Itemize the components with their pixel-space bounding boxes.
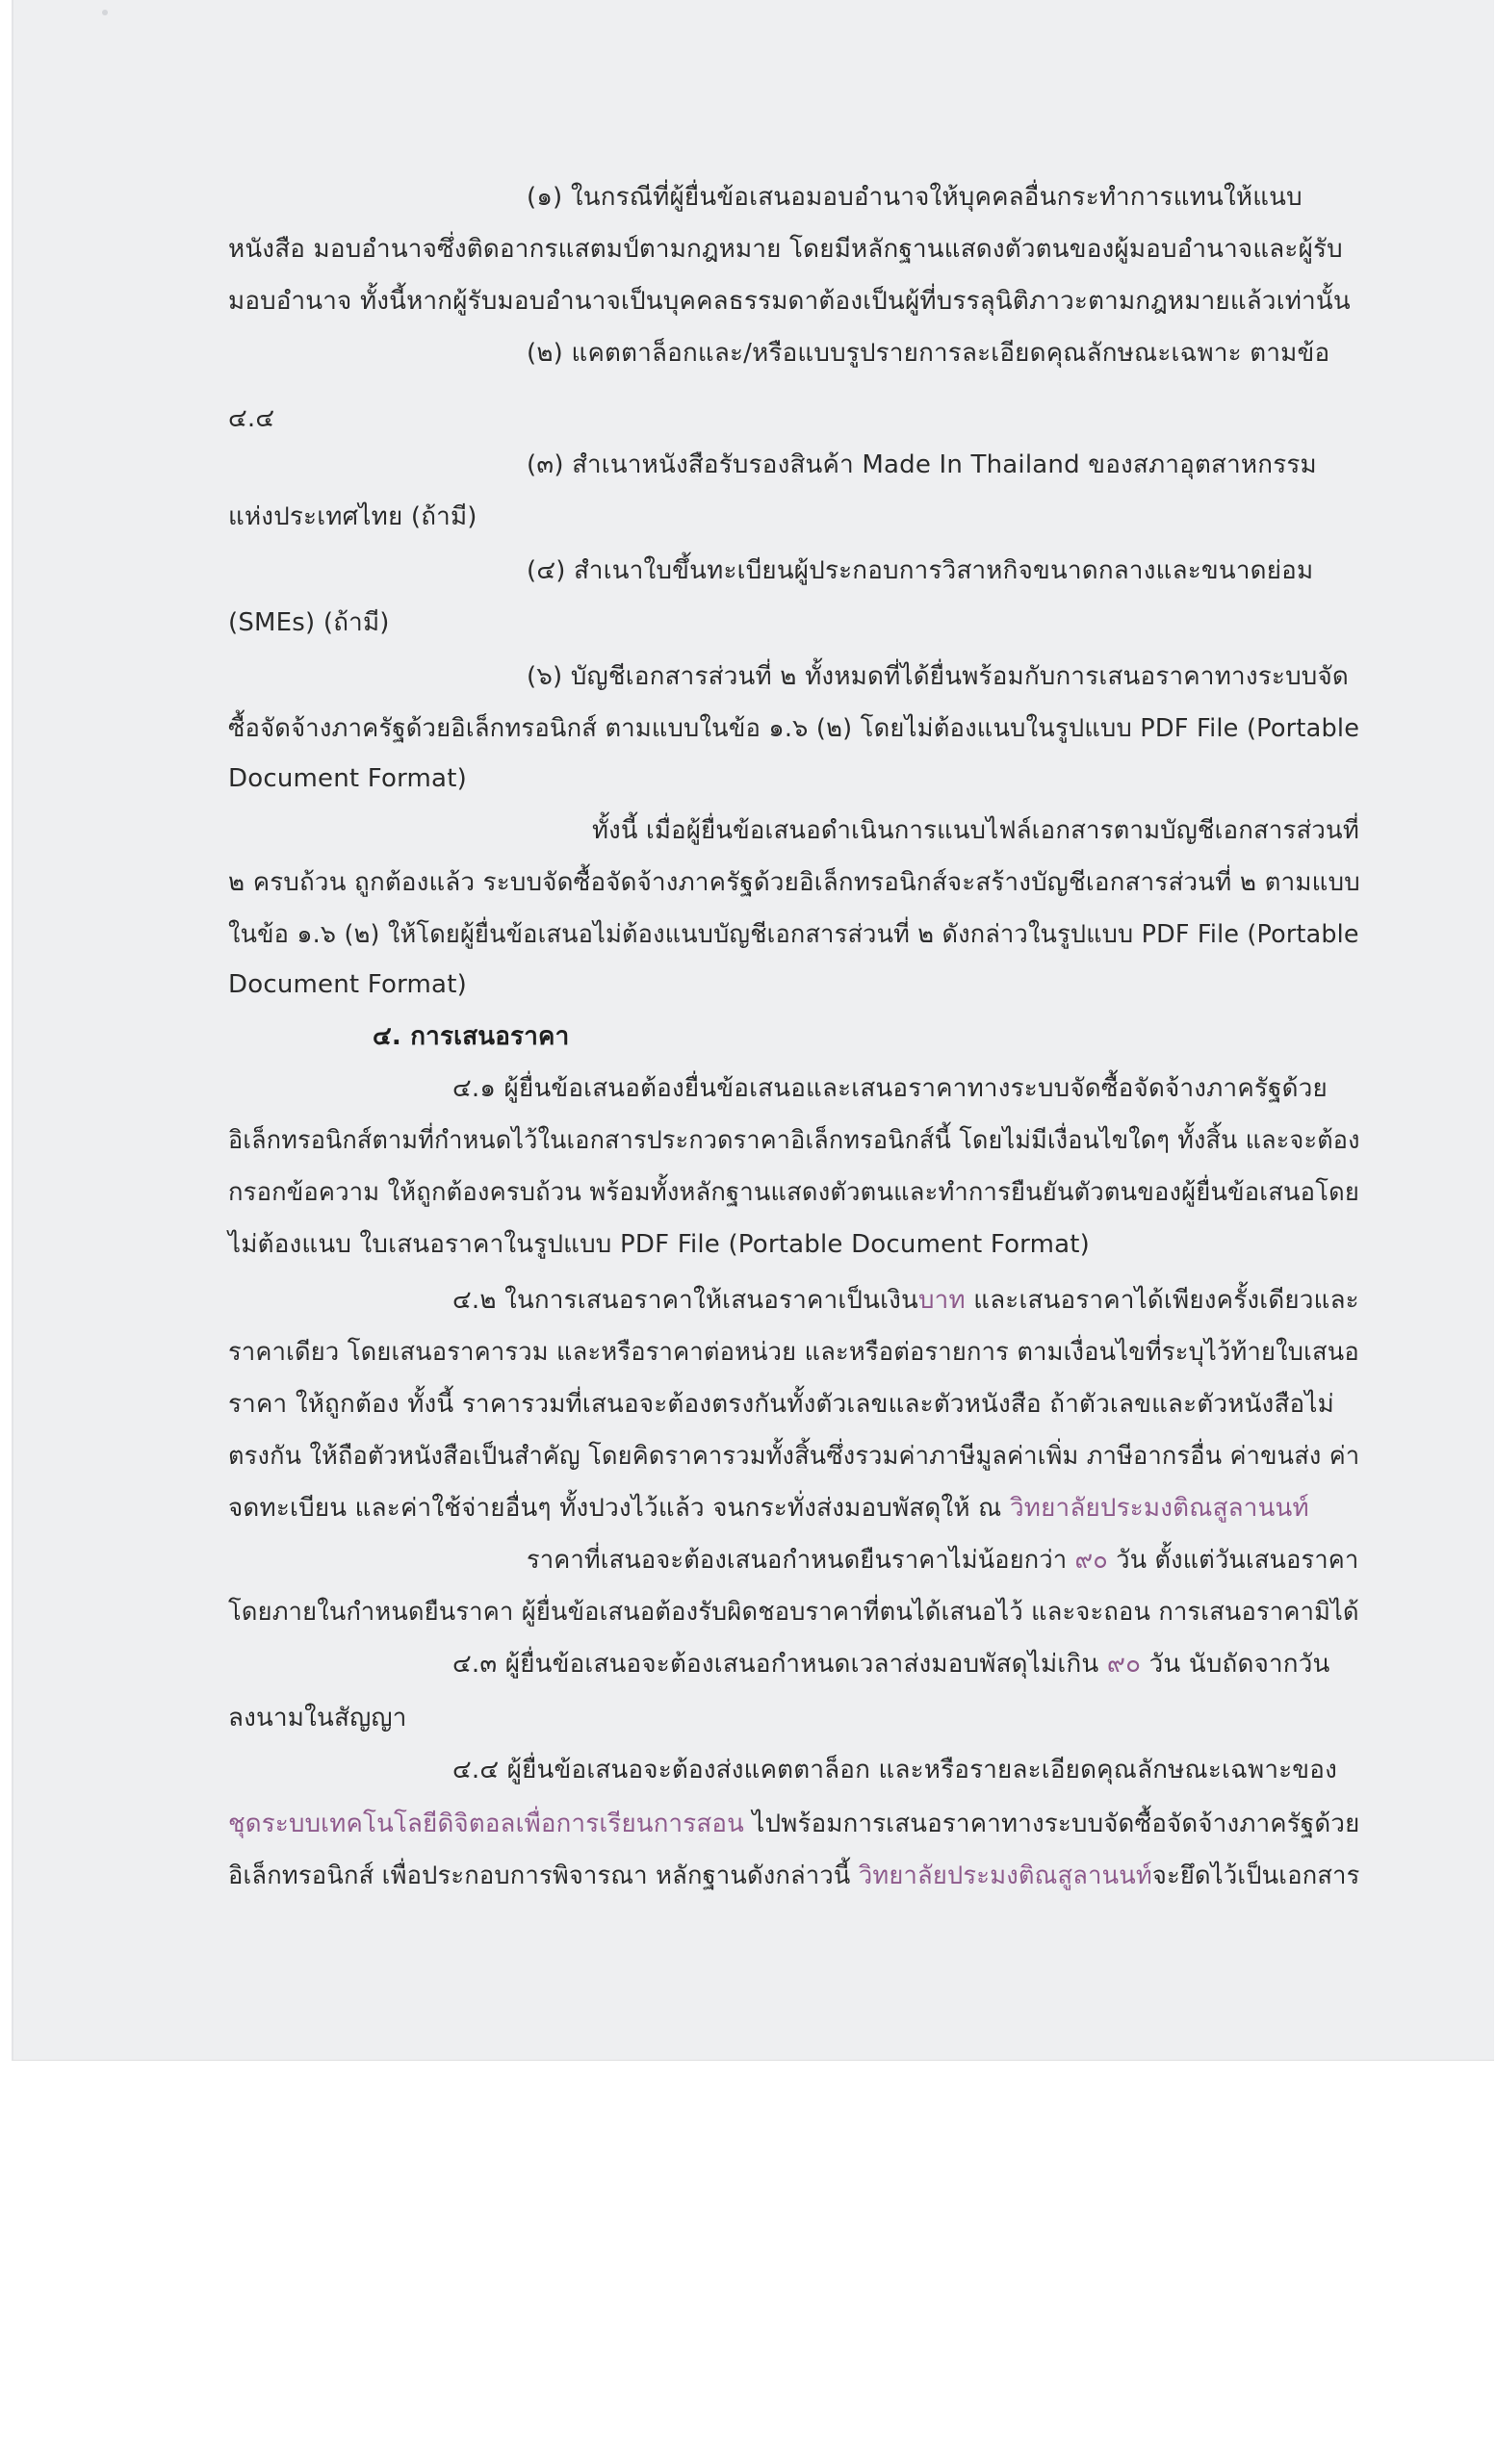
note-line-3: ในข้อ ๑.๖ (๒) ให้โดยผู้ยื่นข้อเสนอไม่ต้องแนบบัญชีเอกสารส่วนที่ ๒ ดังกล่าวในรูปแบบ PDF File (Portable	[228, 920, 1359, 949]
item-4-4-line-3-text-a: อิเล็กทรอนิกส์ เพื่อประกอบการพิจารณา หลักฐานดังกล่าวนี้	[228, 1861, 859, 1890]
item-4-2-line-5-text: จดทะเบียน และค่าใช้จ่ายอื่นๆ ทั้งปวงไว้แล้ว จนกระทั่งส่งมอบพัสดุให้ ณ	[228, 1494, 1010, 1523]
clause-4-line-1: (๔) สำเนาใบขึ้นทะเบียนผู้ประกอบการวิสาหกิจขนาดกลางและขนาดย่อม	[527, 556, 1314, 585]
item-4-4-line-2	[228, 1810, 1359, 1838]
item-4-2-line-1	[452, 1286, 1359, 1315]
scanned-page	[12, 0, 1494, 2061]
price-validity-text-c: วัน ตั้งแต่วันเสนอราคา	[1107, 1546, 1359, 1575]
item-4-4-line-2-text: ไปพร้อมการเสนอราคาทางระบบจัดซื้อจัดจ้างภาครัฐด้วย	[743, 1810, 1360, 1838]
item-4-3-line-1	[452, 1650, 1330, 1679]
note-line-2: ๒ ครบถ้วน ถูกต้องแล้ว ระบบจัดซื้อจัดจ้างภาครัฐด้วยอิเล็กทรอนิกส์จะสร้างบัญชีเอกสารส่วนที่ ๒ ตามแบบ	[228, 868, 1360, 897]
clause-4-line-2: (SMEs) (ถ้ามี)	[228, 608, 390, 637]
note-line-1: ทั้งนี้ เมื่อผู้ยื่นข้อเสนอดำเนินการแนบไฟล์เอกสารตามบัญชีเอกสารส่วนที่	[592, 816, 1359, 845]
item-4-1-line-2: อิเล็กทรอนิกส์ตามที่กำหนดไว้ในเอกสารประกวดราคาอิเล็กทรอนิกส์นี้ โดยไม่มีเงื่อนไขใดๆ ทั้งสิ้น และจะต้อง	[228, 1126, 1360, 1155]
clause-6-line-1: (๖) บัญชีเอกสารส่วนที่ ๒ ทั้งหมดที่ได้ยื่นพร้อมกับการเสนอราคาทางระบบจัด	[527, 662, 1349, 691]
item-4-1-line-3: กรอกข้อความ ให้ถูกต้องครบถ้วน พร้อมทั้งหลักฐานแสดงตัวตนและทำการยืนยันตัวตนของผู้ยื่นข้อเสนอโดย	[228, 1178, 1360, 1207]
item-4-2-line-3: ราคา ให้ถูกต้อง ทั้งนี้ ราคารวมที่เสนอจะต้องตรงกันทั้งตัวเลขและตัวหนังสือ ถ้าตัวเลขและตัวหนังสือไม่	[228, 1390, 1334, 1419]
product-name-highlight: ชุดระบบเทคโนโลยีดิจิตอลเพื่อการเรียนการสอน	[228, 1810, 744, 1838]
item-4-3-text-a: ๔.๓ ผู้ยื่นข้อเสนอจะต้องเสนอกำหนดเวลาส่งมอบพัสดุไม่เกิน	[452, 1650, 1107, 1679]
clause-1-line-1: (๑) ในกรณีที่ผู้ยื่นข้อเสนอมอบอำนาจให้บุคคลอื่นกระทำการแทนให้แนบ	[527, 183, 1303, 212]
item-4-2-text-c: และเสนอราคาได้เพียงครั้งเดียวและ	[965, 1286, 1359, 1315]
clause-3-line-2: แห่งประเทศไทย (ถ้ามี)	[228, 502, 477, 531]
currency-highlight: บาท	[917, 1286, 966, 1315]
delivery-days-highlight: ๙๐	[1106, 1650, 1142, 1679]
clause-6-line-2: ซื้อจัดจ้างภาครัฐด้วยอิเล็กทรอนิกส์ ตามแบบในข้อ ๑.๖ (๒) โดยไม่ต้องแนบในรูปแบบ PDF File (Portable	[228, 714, 1360, 743]
price-validity-line-1	[527, 1546, 1358, 1575]
clause-1-line-3: มอบอำนาจ ทั้งนี้หากผู้รับมอบอำนาจเป็นบุคคลธรรมดาต้องเป็นผู้ที่บรรลุนิติภาวะตามกฎหมายแล้วเท่านั้น	[228, 287, 1351, 316]
clause-2-line-2: ๔.๔	[228, 404, 275, 433]
document-body	[12, 0, 1494, 2060]
item-4-4-line-3-text-c: จะยึดไว้เป็นเอกสาร	[1151, 1861, 1360, 1890]
item-4-2-line-5	[228, 1494, 1309, 1523]
section-4-heading: ๔. การเสนอราคา	[373, 1022, 570, 1051]
item-4-4-line-1: ๔.๔ ผู้ยื่นข้อเสนอจะต้องส่งแคตตาล็อก และหรือรายละเอียดคุณลักษณะเฉพาะของ	[452, 1756, 1337, 1784]
item-4-3-line-2: ลงนามในสัญญา	[228, 1704, 407, 1732]
note-line-4: Document Format)	[228, 970, 467, 999]
price-validity-line-2: โดยภายในกำหนดยืนราคา ผู้ยื่นข้อเสนอต้องรับผิดชอบราคาที่ตนได้เสนอไว้ และจะถอน การเสนอราคามิได้	[228, 1598, 1359, 1627]
clause-3-line-1: (๓) สำเนาหนังสือรับรองสินค้า Made In Thailand ของสภาอุตสาหกรรม	[527, 450, 1317, 479]
clause-6-line-3: Document Format)	[228, 764, 467, 793]
item-4-2-line-4: ตรงกัน ให้ถือตัวหนังสือเป็นสำคัญ โดยคิดราคารวมทั้งสิ้นซึ่งรวมค่าภาษีมูลค่าเพิ่ม ภาษีอากรอื่น ค่าขนส่ง ค่า	[228, 1442, 1360, 1471]
clause-1-line-2: หนังสือ มอบอำนาจซึ่งติดอากรแสตมป์ตามกฎหมาย โดยมีหลักฐานแสดงตัวตนของผู้มอบอำนาจและผู้รับ	[228, 235, 1343, 264]
item-4-4-line-3	[228, 1861, 1360, 1890]
item-4-1-line-4: ไม่ต้องแนบ ใบเสนอราคาในรูปแบบ PDF File (Portable Document Format)	[228, 1230, 1091, 1259]
days-highlight: ๙๐	[1074, 1546, 1108, 1575]
college-name-highlight-2: วิทยาลัยประมงติณสูลานนท์	[858, 1861, 1152, 1890]
college-name-highlight: วิทยาลัยประมงติณสูลานนท์	[1009, 1494, 1309, 1523]
item-4-1-line-1: ๔.๑ ผู้ยื่นข้อเสนอต้องยื่นข้อเสนอและเสนอราคาทางระบบจัดซื้อจัดจ้างภาครัฐด้วย	[452, 1074, 1328, 1103]
item-4-2-line-2: ราคาเดียว โดยเสนอราคารวม และหรือราคาต่อหน่วย และหรือต่อรายการ ตามเงื่อนไขที่ระบุไว้ท้ายใบเสนอ	[228, 1338, 1359, 1367]
price-validity-text-a: ราคาที่เสนอจะต้องเสนอกำหนดยืนราคาไม่น้อยกว่า	[527, 1546, 1075, 1575]
item-4-3-text-c: วัน นับถัดจากวัน	[1141, 1650, 1330, 1679]
clause-2-line-1: (๒) แคตตาล็อกและ/หรือแบบรูปรายการละเอียดคุณลักษณะเฉพาะ ตามข้อ	[527, 339, 1330, 368]
item-4-2-text-a: ๔.๒ ในการเสนอราคาให้เสนอราคาเป็นเงิน	[452, 1286, 918, 1315]
